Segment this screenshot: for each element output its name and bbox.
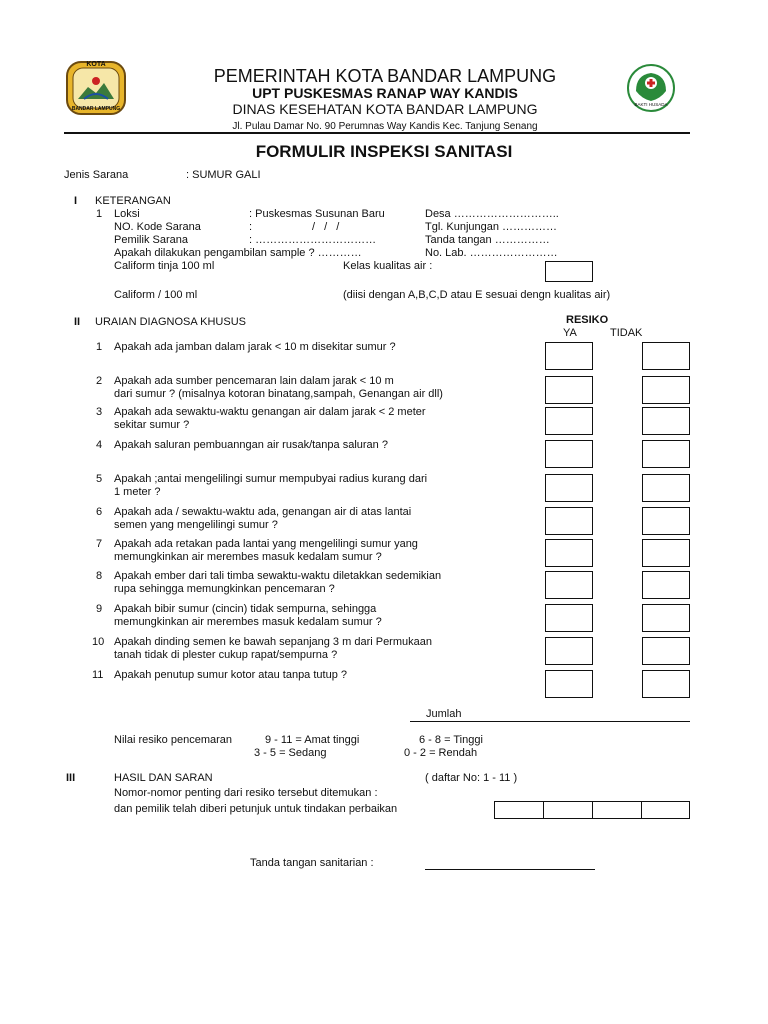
desa-field: Desa ……………………….. [425,208,559,220]
header-line-1: PEMERINTAH KOTA BANDAR LAMPUNG [213,66,557,86]
section-1-title: KETERANGAN [95,195,171,207]
logo-bottom-label: BANDAR LAMPUNG [71,106,121,112]
tidak-checkbox[interactable] [642,637,690,665]
question-text: Apakah ada retakan pada lantai yang mengelilingi sumur yang [114,538,418,550]
question-number: 10 [92,636,105,648]
jumlah-label: Jumlah [426,708,462,720]
ya-checkbox[interactable] [545,637,593,665]
question-text-cont: memungkinkan air merembes masuk kedalam sumur ? [114,616,382,628]
resiko-header: RESIKO [566,314,609,326]
question-text-cont: semen yang mengelilingi sumur ? [114,519,278,531]
header-address: Jl. Pulau Damar No. 90 Perumnas Way Kandis Kec. Tanjung Senang [232,121,538,132]
question-number: 5 [96,473,103,485]
question-text-cont: tanah tidak di plester cukup rapat/sempurna ? [114,649,338,661]
question-text: Apakah saluran pembuanngan air rusak/tanpa saluran ? [114,439,388,451]
hasil-line-1: Nomor-nomor penting dari resiko tersebut ditemukan : [114,787,378,799]
pemilik-sarana-label: Pemilik Sarana [114,234,188,246]
header-line-3: DINAS KESEHATAN KOTA BANDAR LAMPUNG [232,101,538,117]
question-text-cont: 1 meter ? [114,486,161,498]
hasil-line-2: dan pemilik telah diberi petunjuk untuk tindakan perbaikan [114,803,398,815]
question-number: 4 [96,439,103,451]
section-3-title: HASIL DAN SARAN [114,772,213,784]
question-text: Apakah ada sewaktu-waktu genangan air dalam jarak < 2 meter [114,406,426,418]
ya-checkbox[interactable] [545,474,593,502]
nilai-sedang: 3 - 5 = Sedang [254,747,327,759]
hasil-box-2[interactable] [543,801,593,819]
ya-checkbox[interactable] [545,440,593,468]
pemilik-sarana-value: : …………………………… [249,234,377,246]
ya-checkbox[interactable] [545,407,593,435]
section-2-title: URAIAN DIAGNOSA KHUSUS [95,316,246,328]
loksi-value: : Puskesmas Susunan Baru [249,208,385,220]
tanda-tangan-field: Tanda tangan …………… [425,234,550,246]
ya-checkbox[interactable] [545,342,593,370]
tidak-checkbox[interactable] [642,507,690,535]
question-number: 11 [92,669,104,681]
nilai-resiko-label: Nilai resiko pencemaran [114,734,232,746]
question-number: 9 [96,603,103,615]
nilai-amat-tinggi: 9 - 11 = Amat tinggi [265,734,360,746]
question-text: Apakah ada / sewaktu-waktu ada, genangan air di atas lantai [114,506,412,518]
kelas-kualitas-label: Kelas kualitas air : [343,260,433,272]
header-line-2: UPT PUSKESMAS RANAP WAY KANDIS [252,85,518,101]
question-text-cont: sekitar sumur ? [114,419,190,431]
city-logo [64,59,128,117]
sample-question: Apakah dilakukan pengambilan sample ? ………… [114,247,362,259]
question-number: 7 [96,538,103,550]
caliform-100-label: Caliform / 100 ml [114,289,198,301]
question-text: Apakah ;antai mengelilingi sumur mempubyai radius kurang dari [114,473,428,485]
ya-header: YA [563,327,577,339]
question-text: Apakah penutup sumur kotor atau tanpa tutup ? [114,669,347,681]
logo-top-label: KOTA [86,61,106,68]
nilai-tinggi: 6 - 8 = Tinggi [419,734,483,746]
diisi-note: (diisi dengan A,B,C,D atau E sesuai dengn kualitas air) [343,289,611,301]
hasil-box-1[interactable] [494,801,544,819]
ya-checkbox[interactable] [545,670,593,698]
signature-line[interactable] [425,869,595,870]
tidak-checkbox[interactable] [642,440,690,468]
question-text: Apakah bibir sumur (cincin) tidak sempurna, sehingga [114,603,377,615]
tidak-checkbox[interactable] [642,539,690,567]
jenis-sarana-label: Jenis Sarana [64,169,129,181]
daftar-note: ( daftar No: 1 - 11 ) [425,772,518,784]
ya-checkbox[interactable] [545,507,593,535]
health-logo [626,63,676,113]
question-text: Apakah ada sumber pencemaran lain dalam jarak < 10 m [114,375,394,387]
ya-checkbox[interactable] [545,539,593,567]
ya-checkbox[interactable] [545,376,593,404]
hasil-box-3[interactable] [592,801,642,819]
kode-sarana-value: / / / [312,221,340,233]
question-number: 2 [96,375,103,387]
kode-sarana-label: NO. Kode Sarana [114,221,201,233]
tidak-checkbox[interactable] [642,407,690,435]
jenis-sarana-value: : SUMUR GALI [186,169,261,181]
question-text-cont: memungkinkan air merembes masuk kedalam sumur ? [114,551,382,563]
tgl-kunjungan-field: Tgl. Kunjungan …………… [425,221,558,233]
question-number: 6 [96,506,103,518]
question-text: Apakah dinding semen ke bawah sepanjang 3 m dari Permukaan [114,636,432,648]
health-logo-label: BAKTI HUSADA [634,102,668,107]
tidak-header: TIDAK [610,327,643,339]
form-title: FORMULIR INSPEKSI SANITASI [255,142,513,161]
caliform-tinja-label: Caliform tinja 100 ml [114,260,215,272]
tidak-checkbox[interactable] [642,571,690,599]
signature-label: Tanda tangan sanitarian : [250,857,374,869]
ya-checkbox[interactable] [545,571,593,599]
section-2-number: II [74,316,81,328]
question-text: Apakah ada jamban dalam jarak < 10 m disekitar sumur ? [114,341,396,353]
question-number: 1 [96,341,103,353]
section-3-number: III [66,772,76,784]
tidak-checkbox[interactable] [642,670,690,698]
question-text-cont: rupa sehingga memungkinkan pencemaran ? [114,583,335,595]
no-lab-field: No. Lab. …………………… [425,247,558,259]
question-number: 3 [96,406,103,418]
question-text-cont: dari sumur ? (misalnya kotoran binatang,sampah, Genangan air dll) [114,388,443,400]
jumlah-line [410,721,690,722]
tidak-checkbox[interactable] [642,474,690,502]
section-1-item-number: 1 [96,208,103,220]
loksi-label: Loksi [114,208,140,220]
section-1-number: I [74,195,78,207]
question-number: 8 [96,570,103,582]
question-text: Apakah ember dari tali timba sewaktu-waktu diletakkan sedemikian [114,570,442,582]
hasil-box-4[interactable] [641,801,690,819]
ya-checkbox[interactable] [545,604,593,632]
kode-sarana-colon: : [249,221,253,233]
tidak-checkbox[interactable] [642,604,690,632]
header-divider [64,132,690,134]
tidak-checkbox[interactable] [642,376,690,404]
nilai-rendah: 0 - 2 = Rendah [404,747,478,759]
kelas-kualitas-box[interactable] [545,261,593,282]
tidak-checkbox[interactable] [642,342,690,370]
